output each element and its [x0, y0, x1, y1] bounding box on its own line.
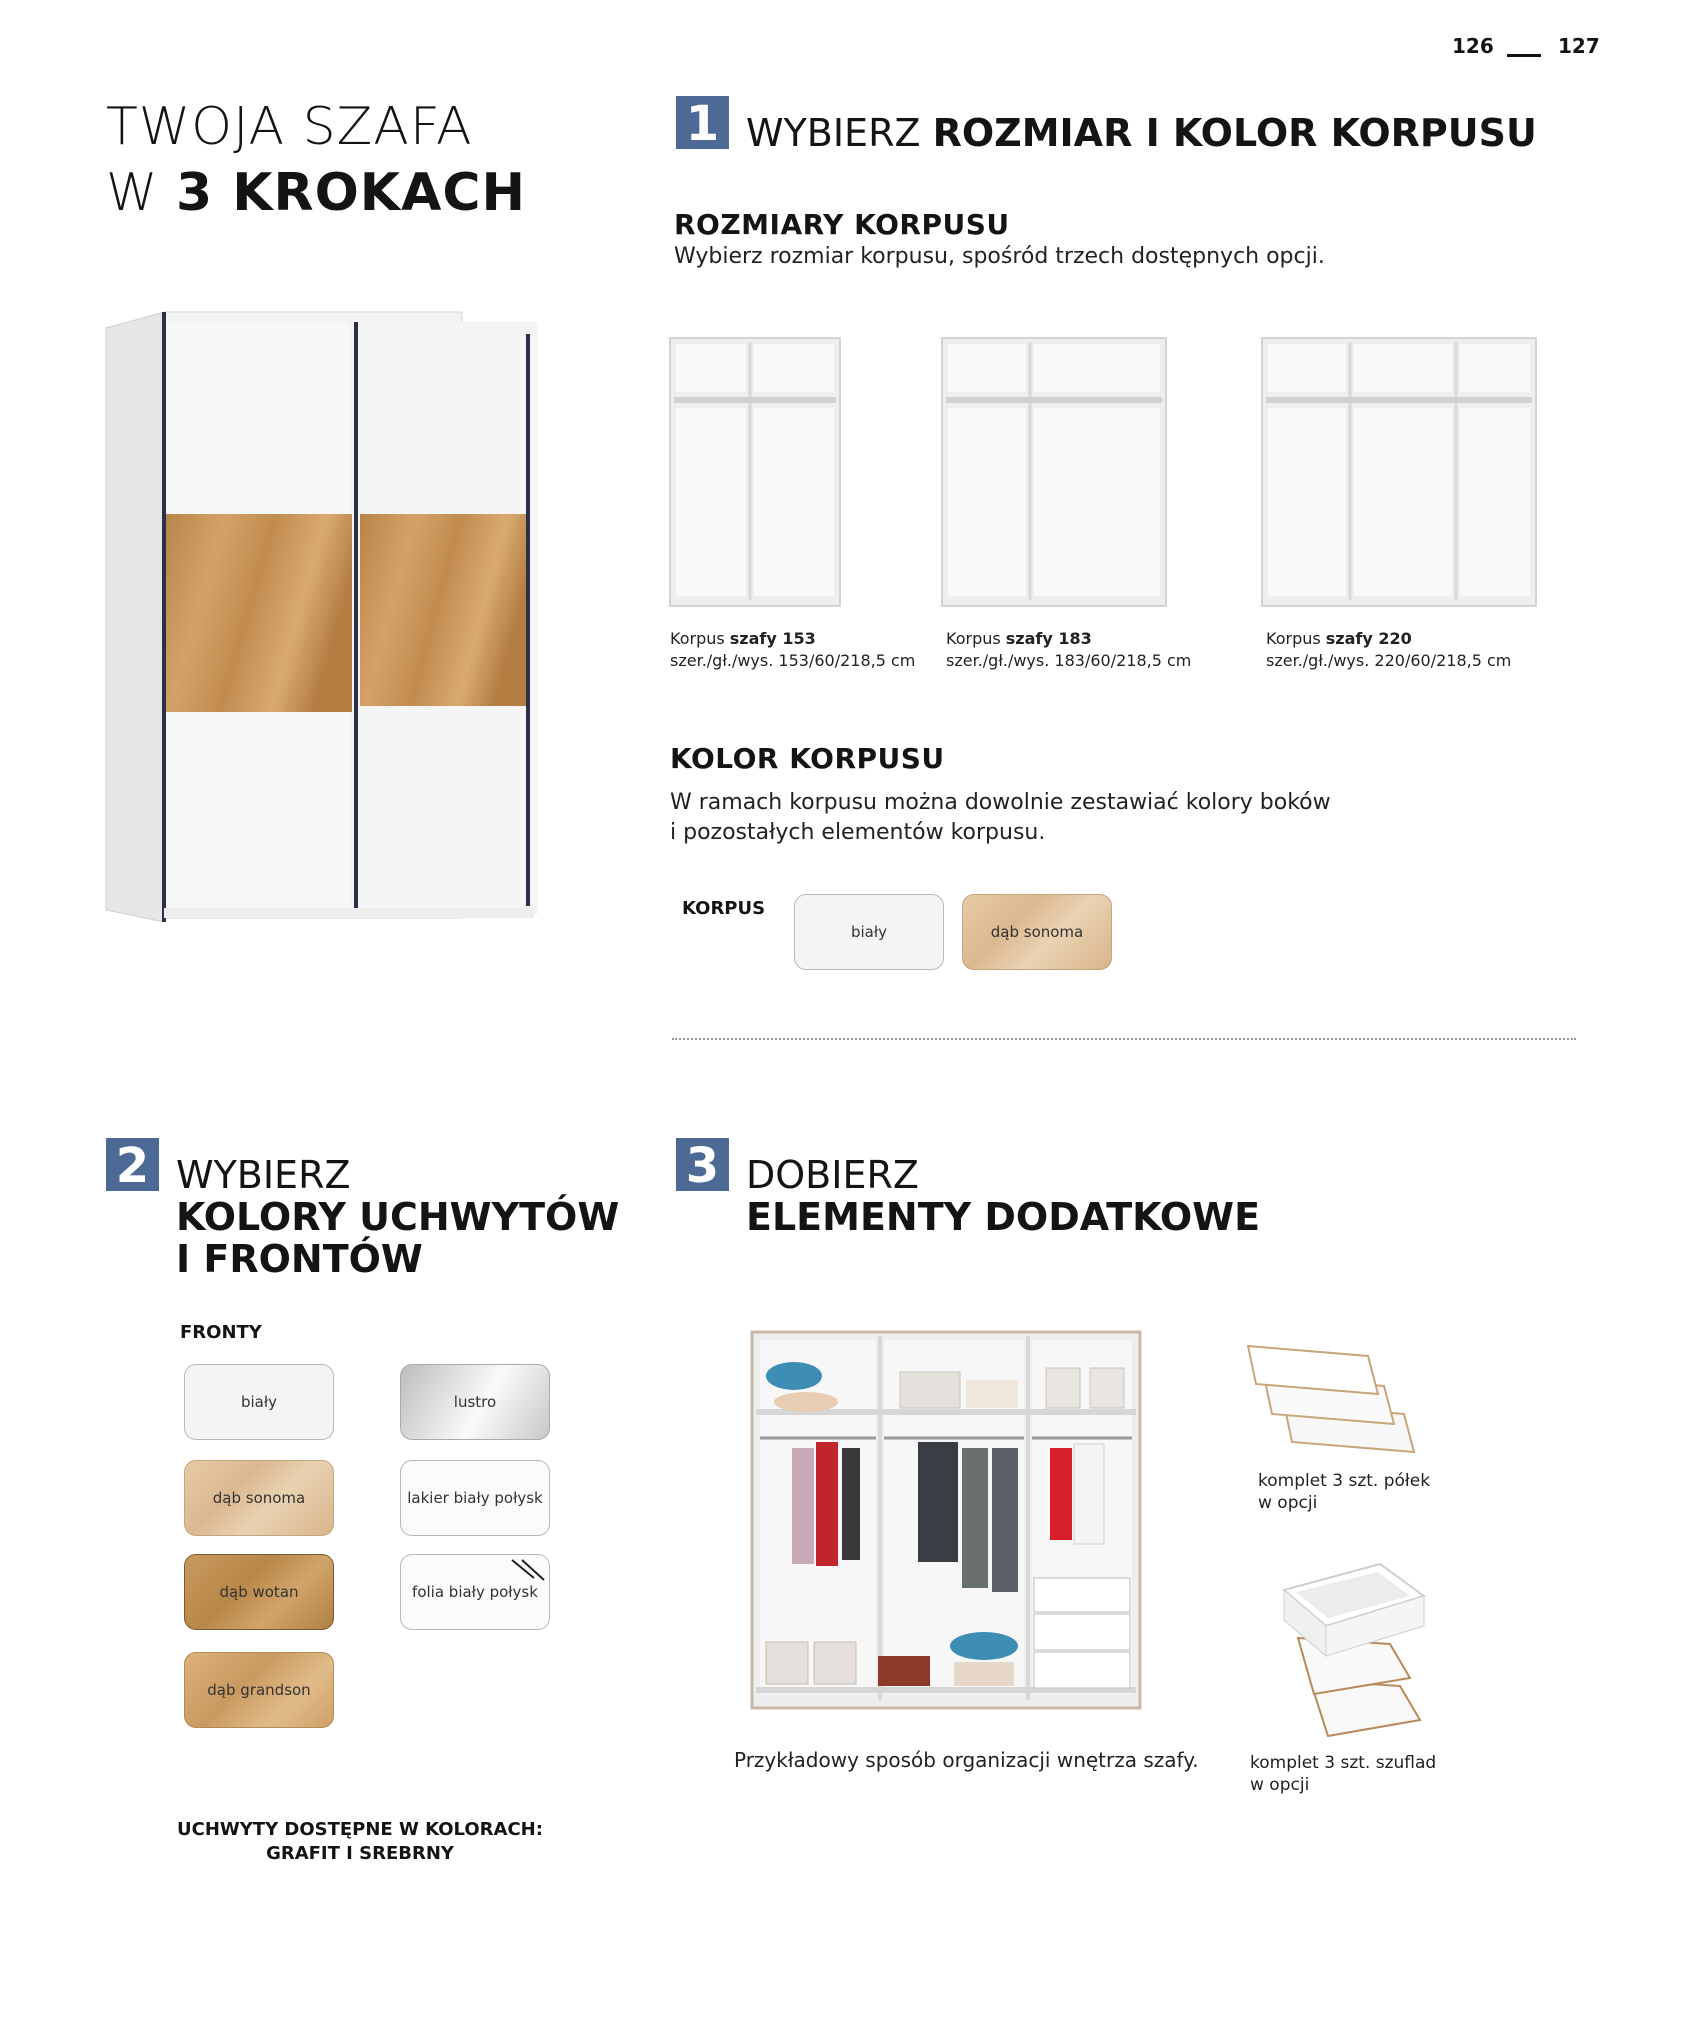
front-color-lustro[interactable]: lustro [400, 1364, 550, 1440]
size-caption-183 [946, 628, 1191, 672]
shelves-caption [1258, 1470, 1430, 1514]
hero-line-1: TWOJA SZAFA [106, 97, 473, 157]
step-3-badge: 3 [676, 1138, 729, 1191]
size-prefix: Korpus [1266, 629, 1326, 648]
hero-line-2-prefix: W [106, 163, 176, 223]
korpus-color-dab-sonoma[interactable]: dąb sonoma [962, 894, 1112, 970]
size-caption-153 [670, 628, 915, 672]
step-1-title-light: WYBIERZ [746, 111, 933, 155]
step-3-title-bold: ELEMENTY DODATKOWE [746, 1195, 1261, 1239]
front-color-folia-bialy-polysk[interactable]: folia biały połysk [400, 1554, 550, 1630]
sizes-heading: ROZMIARY KORPUSU [674, 208, 1010, 241]
size-caption-220 [1266, 628, 1511, 672]
korpus-label: KORPUS [682, 898, 766, 919]
size-name-153 [670, 628, 915, 650]
hero-title [106, 94, 526, 226]
gloss-lines-icon [508, 1558, 548, 1584]
page-number-divider [1507, 54, 1541, 57]
step-1-title [746, 112, 1537, 154]
drawers-caption-line-2: w opcji [1250, 1775, 1310, 1795]
korpus-220-image [1260, 336, 1538, 608]
step-2-title-bold-1: KOLORY UCHWYTÓW [176, 1195, 620, 1239]
step-2-badge: 2 [106, 1138, 159, 1191]
handles-note-line-2: GRAFIT I SREBRNY [266, 1843, 454, 1864]
shelves-caption-line-2: w opcji [1258, 1493, 1318, 1513]
size-dims-220: szer./gł./wys. 220/60/218,5 cm [1266, 651, 1512, 670]
shelves-image [1244, 1334, 1424, 1454]
front-color-dab-grandson[interactable]: dąb grandson [184, 1652, 334, 1728]
section-divider [672, 1038, 1576, 1040]
color-description-line-1: W ramach korpusu można dowolnie zestawiać kolory boków [670, 790, 1331, 815]
color-description-line-2: i pozostałych elementów korpusu. [670, 820, 1046, 845]
wardrobe-image [104, 310, 538, 928]
front-color-lakier-bialy-polysk[interactable]: lakier biały połysk [400, 1460, 550, 1536]
size-name: szafy 220 [1325, 629, 1412, 648]
page-number-left: 126 [1452, 34, 1494, 58]
size-dims-153: szer./gł./wys. 153/60/218,5 cm [670, 651, 916, 670]
fronts-label: FRONTY [180, 1322, 262, 1343]
step-3-title-light: DOBIERZ [746, 1153, 919, 1197]
drawers-caption [1250, 1752, 1436, 1796]
front-color-dab-sonoma[interactable]: dąb sonoma [184, 1460, 334, 1536]
step-2-title [176, 1154, 619, 1280]
wardrobe-interior-image [750, 1330, 1142, 1710]
korpus-color-bialy[interactable]: biały [794, 894, 944, 970]
handles-note-line-1: UCHWYTY DOSTĘPNE W KOLORACH: [177, 1819, 543, 1840]
drawers-image [1280, 1560, 1430, 1740]
sizes-description: Wybierz rozmiar korpusu, spośród trzech dostępnych opcji. [674, 244, 1325, 269]
step-1-title-bold: ROZMIAR I KOLOR KORPUSU [932, 111, 1537, 155]
size-prefix: Korpus [946, 629, 1006, 648]
size-name: szafy 183 [1005, 629, 1092, 648]
step-2-title-light: WYBIERZ [176, 1153, 351, 1197]
color-heading: KOLOR KORPUSU [670, 742, 945, 775]
shelves-caption-line-1: komplet 3 szt. półek [1258, 1471, 1431, 1491]
front-color-bialy[interactable]: biały [184, 1364, 334, 1440]
korpus-183-image [940, 336, 1168, 608]
step-1-badge: 1 [676, 96, 729, 149]
size-name-183 [946, 628, 1191, 650]
hero-line-2 [106, 160, 526, 226]
hero-line-2-bold: 3 KROKACH [175, 163, 526, 223]
front-color-dab-wotan[interactable]: dąb wotan [184, 1554, 334, 1630]
size-name: szafy 153 [729, 629, 816, 648]
color-description [670, 788, 1331, 848]
korpus-153-image [668, 336, 842, 608]
step-3-title [746, 1154, 1260, 1238]
step-2-title-bold-2: I FRONTÓW [176, 1237, 423, 1281]
page-number-right: 127 [1558, 34, 1600, 58]
size-prefix: Korpus [670, 629, 730, 648]
interior-caption: Przykładowy sposób organizacji wnętrza szafy. [734, 1748, 1199, 1772]
drawers-caption-line-1: komplet 3 szt. szuflad [1250, 1753, 1437, 1773]
handles-note [160, 1818, 560, 1866]
size-name-220 [1266, 628, 1511, 650]
size-dims-183: szer./gł./wys. 183/60/218,5 cm [946, 651, 1192, 670]
